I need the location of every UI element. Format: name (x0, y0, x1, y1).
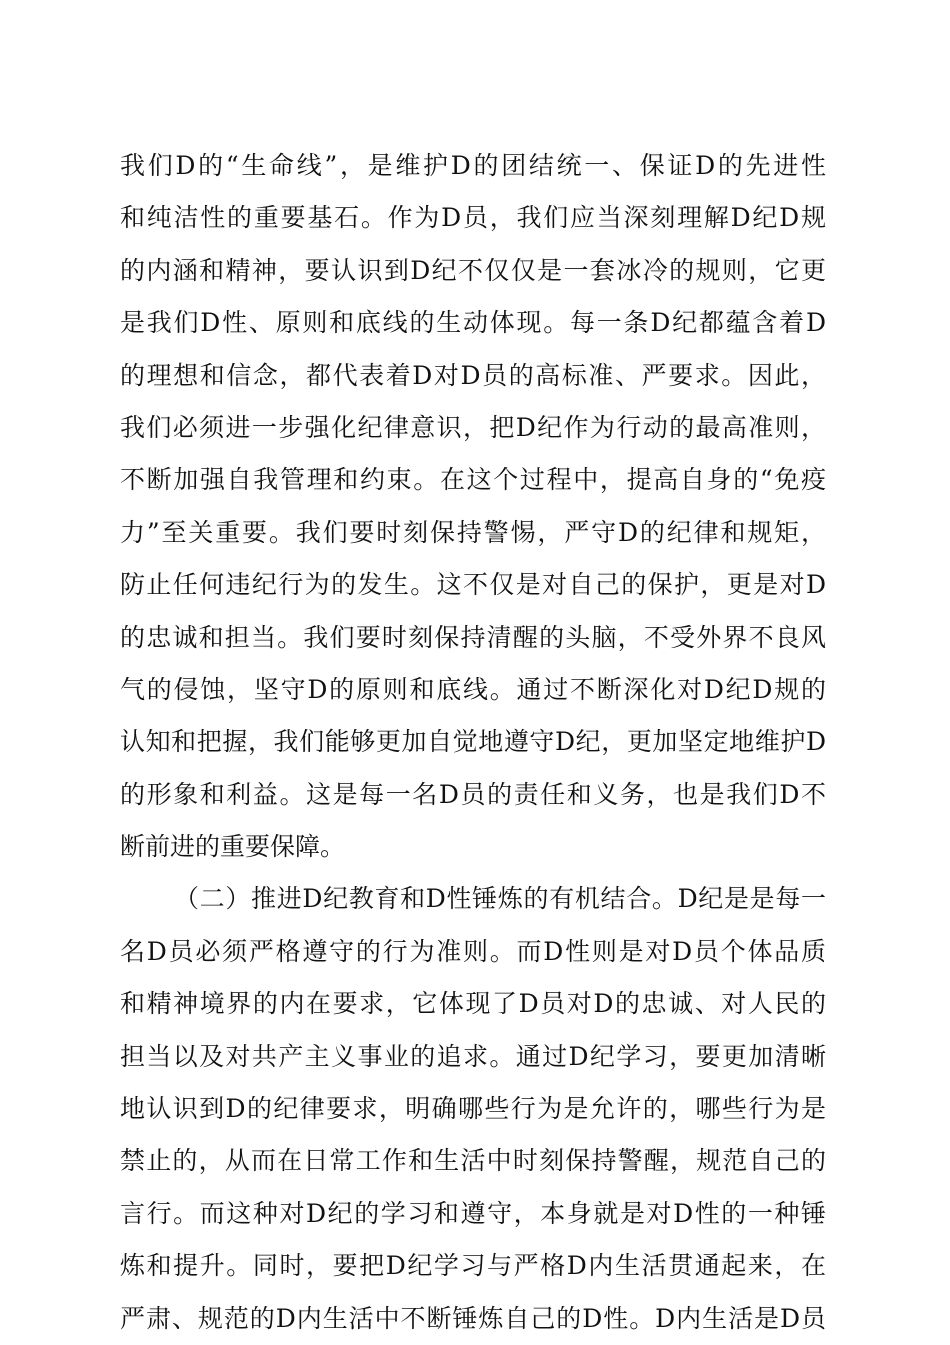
text-line: 炼和提升。同时，要把D纪学习与严格D内生活贯通起来，在 (120, 1251, 826, 1281)
text-line: 不断加强自我管理和约束。在这个过程中，提高自身的“免疫 (120, 465, 826, 495)
text-line: 认知和把握，我们能够更加自觉地遵守D纪，更加坚定地维护D (120, 727, 826, 757)
text-line: 防止任何违纪行为的发生。这不仅是对自己的保护，更是对D (120, 570, 826, 600)
paragraph-party-discipline-lifeline (120, 140, 826, 873)
text-line: 的忠诚和担当。我们要时刻保持清醒的头脑，不受外界不良风 (120, 622, 826, 652)
text-line: 气的侵蚀，坚守D的原则和底线。通过不断深化对D纪D规的 (120, 674, 826, 704)
document-body (120, 140, 826, 1345)
text-line: 言行。而这种对D纪的学习和遵守，本身就是对D性的一种锤 (120, 1198, 826, 1228)
text-line: 地认识到D的纪律要求，明确哪些行为是允许的，哪些行为是 (120, 1094, 826, 1124)
text-line: 禁止的，从而在日常工作和生活中时刻保持警醒，规范自己的 (120, 1146, 826, 1176)
text-line: 断前进的重要保障。 (120, 832, 346, 862)
text-line: 严肃、规范的D内生活中不断锤炼自己的D性。D内生活是D员 (120, 1303, 826, 1333)
text-line: 名D员必须严格遵守的行为准则。而D性则是对D员个体品质 (120, 936, 826, 966)
text-line: 和纯洁性的重要基石。作为D员，我们应当深刻理解D纪D规 (120, 203, 826, 233)
text-line: 是我们D性、原则和底线的生动体现。每一条D纪都蕴含着D (120, 308, 826, 338)
text-line: 我们D的“生命线”，是维护D的团结统一、保证D的先进性 (120, 151, 826, 180)
paragraph-section-two (120, 873, 826, 1345)
text-line: 担当以及对共产主义事业的追求。通过D纪学习，要更加清晰 (120, 1041, 826, 1071)
section-heading-line: （二）推进D纪教育和D性锤炼的有机结合。D纪是是每一 (174, 884, 826, 914)
text-line: 和精神境界的内在要求，它体现了D员对D的忠诚、对人民的 (120, 989, 826, 1019)
text-line: 的理想和信念，都代表着D对D员的高标准、严要求。因此， (120, 360, 826, 390)
text-line: 的内涵和精神，要认识到D纪不仅仅是一套冰冷的规则，它更 (120, 255, 826, 285)
text-line: 的形象和利益。这是每一名D员的责任和义务，也是我们D不 (120, 779, 826, 809)
text-line: 力”至关重要。我们要时刻保持警惕，严守D的纪律和规矩， (120, 517, 826, 547)
text-line: 我们必须进一步强化纪律意识，把D纪作为行动的最高准则， (120, 412, 826, 442)
